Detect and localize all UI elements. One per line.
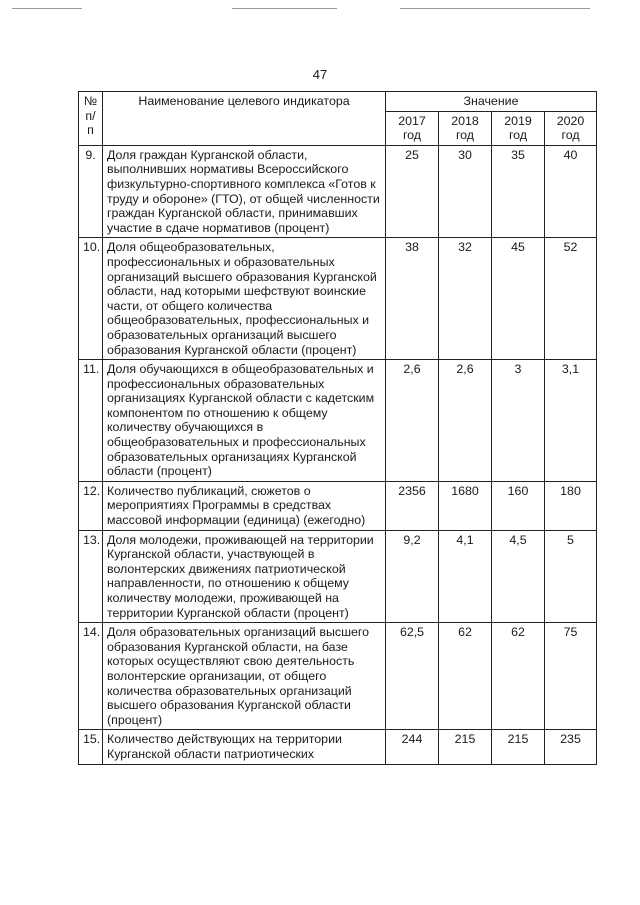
- indicator-name: Доля общеобразовательных, профессиональных и образовательных организаций высшего образования Курганской области, над которыми шефствуют воинские части, от общего количества общеобразовательных, профессиональных и образовательных организаций высшего образования Курганской области (процент): [107, 240, 377, 357]
- indicator-value: 62: [492, 623, 545, 730]
- column-header-year: 2017 год: [386, 111, 439, 145]
- column-header-number: № п/п: [79, 92, 103, 146]
- column-header-year: 2020 год: [545, 111, 597, 145]
- column-header-value: Значение: [386, 92, 597, 112]
- indicator-value: 3,1: [545, 360, 597, 482]
- indicator-value: 235: [545, 730, 597, 765]
- row-number: 13.: [79, 530, 103, 623]
- indicator-value: 62,5: [386, 623, 439, 730]
- table-row: [79, 360, 597, 482]
- row-number: 10.: [79, 238, 103, 360]
- indicator-value: 9,2: [386, 530, 439, 623]
- indicator-name: Количество действующих на территории Курганской области патриотических: [107, 732, 342, 761]
- indicator-name: Доля граждан Курганской области, выполнивших нормативы Всероссийского физкультурно-спортивного комплекса «Готов к труду и обороне» (ГТО), от общей численности граждан Курганской области, принимавших участие в сдаче нормативов (процент): [107, 147, 380, 235]
- indicator-name-cell: [103, 360, 386, 482]
- indicator-name: Доля обучающихся в общеобразовательных и профессиональных образовательных организациях Курганской области с кадетским компонентом по отношению к общему количеству обучающихся в общеобразовательных и профессиональных образовательных организациях Курганской области (процент): [107, 362, 375, 479]
- row-number: 15.: [79, 730, 103, 765]
- indicator-value: 32: [439, 238, 492, 360]
- indicator-value: 4,5: [492, 530, 545, 623]
- row-number: 9.: [79, 145, 103, 238]
- table-header-row: [79, 92, 597, 112]
- indicator-name-cell: [103, 730, 386, 765]
- scan-artifact-line: [232, 8, 337, 9]
- table-row: [79, 238, 597, 360]
- indicator-name: Доля молодежи, проживающей на территории Курганской области, участвующей в волонтерских движениях патриотической направленности, по отношению к общему количеству молодежи, проживающей на территории Курганской области (процент): [107, 532, 374, 620]
- indicator-name-cell: [103, 623, 386, 730]
- indicator-value: 2,6: [386, 360, 439, 482]
- row-number: 12.: [79, 481, 103, 530]
- indicator-value: 30: [439, 145, 492, 238]
- indicator-value: 52: [545, 238, 597, 360]
- indicator-name: Количество публикаций, сюжетов о мероприятиях Программы в средствах массовой информации (единица) (ежегодно): [107, 483, 366, 528]
- indicator-name-cell: [103, 481, 386, 530]
- table-row: [79, 530, 597, 623]
- indicator-name-cell: [103, 530, 386, 623]
- indicator-name-cell: [103, 145, 386, 238]
- indicator-value: 3: [492, 360, 545, 482]
- indicator-value: 62: [439, 623, 492, 730]
- indicator-value: 215: [439, 730, 492, 765]
- column-header-year: 2018 год: [439, 111, 492, 145]
- row-number: 14.: [79, 623, 103, 730]
- page-number: 47: [312, 67, 328, 82]
- indicator-name-cell: [103, 238, 386, 360]
- indicator-value: 35: [492, 145, 545, 238]
- indicator-value: 75: [545, 623, 597, 730]
- table-row: [79, 623, 597, 730]
- indicator-value: 5: [545, 530, 597, 623]
- indicator-value: 38: [386, 238, 439, 360]
- indicators-table: [78, 91, 597, 765]
- scan-artifact-line: [400, 8, 590, 9]
- indicator-value: 4,1: [439, 530, 492, 623]
- indicator-value: 2,6: [439, 360, 492, 482]
- column-header-name: Наименование целевого индикатора: [103, 92, 386, 146]
- indicator-value: 40: [545, 145, 597, 238]
- indicator-value: 2356: [386, 481, 439, 530]
- indicator-value: 160: [492, 481, 545, 530]
- table-row: [79, 730, 597, 765]
- indicator-value: 25: [386, 145, 439, 238]
- table-row: [79, 145, 597, 238]
- indicator-value: 1680: [439, 481, 492, 530]
- indicator-value: 244: [386, 730, 439, 765]
- indicator-value: 45: [492, 238, 545, 360]
- indicator-value: 215: [492, 730, 545, 765]
- scan-artifact-line: [12, 8, 82, 9]
- indicator-name: Доля образовательных организаций высшего образования Курганской области, на базе которых осуществляют свою деятельность волонтерские организации, от общего количества образовательных организаций высшего образования Курганской области (процент): [107, 625, 370, 727]
- column-header-year: 2019 год: [492, 111, 545, 145]
- table-row: [79, 481, 597, 530]
- indicator-value: 180: [545, 481, 597, 530]
- row-number: 11.: [79, 360, 103, 482]
